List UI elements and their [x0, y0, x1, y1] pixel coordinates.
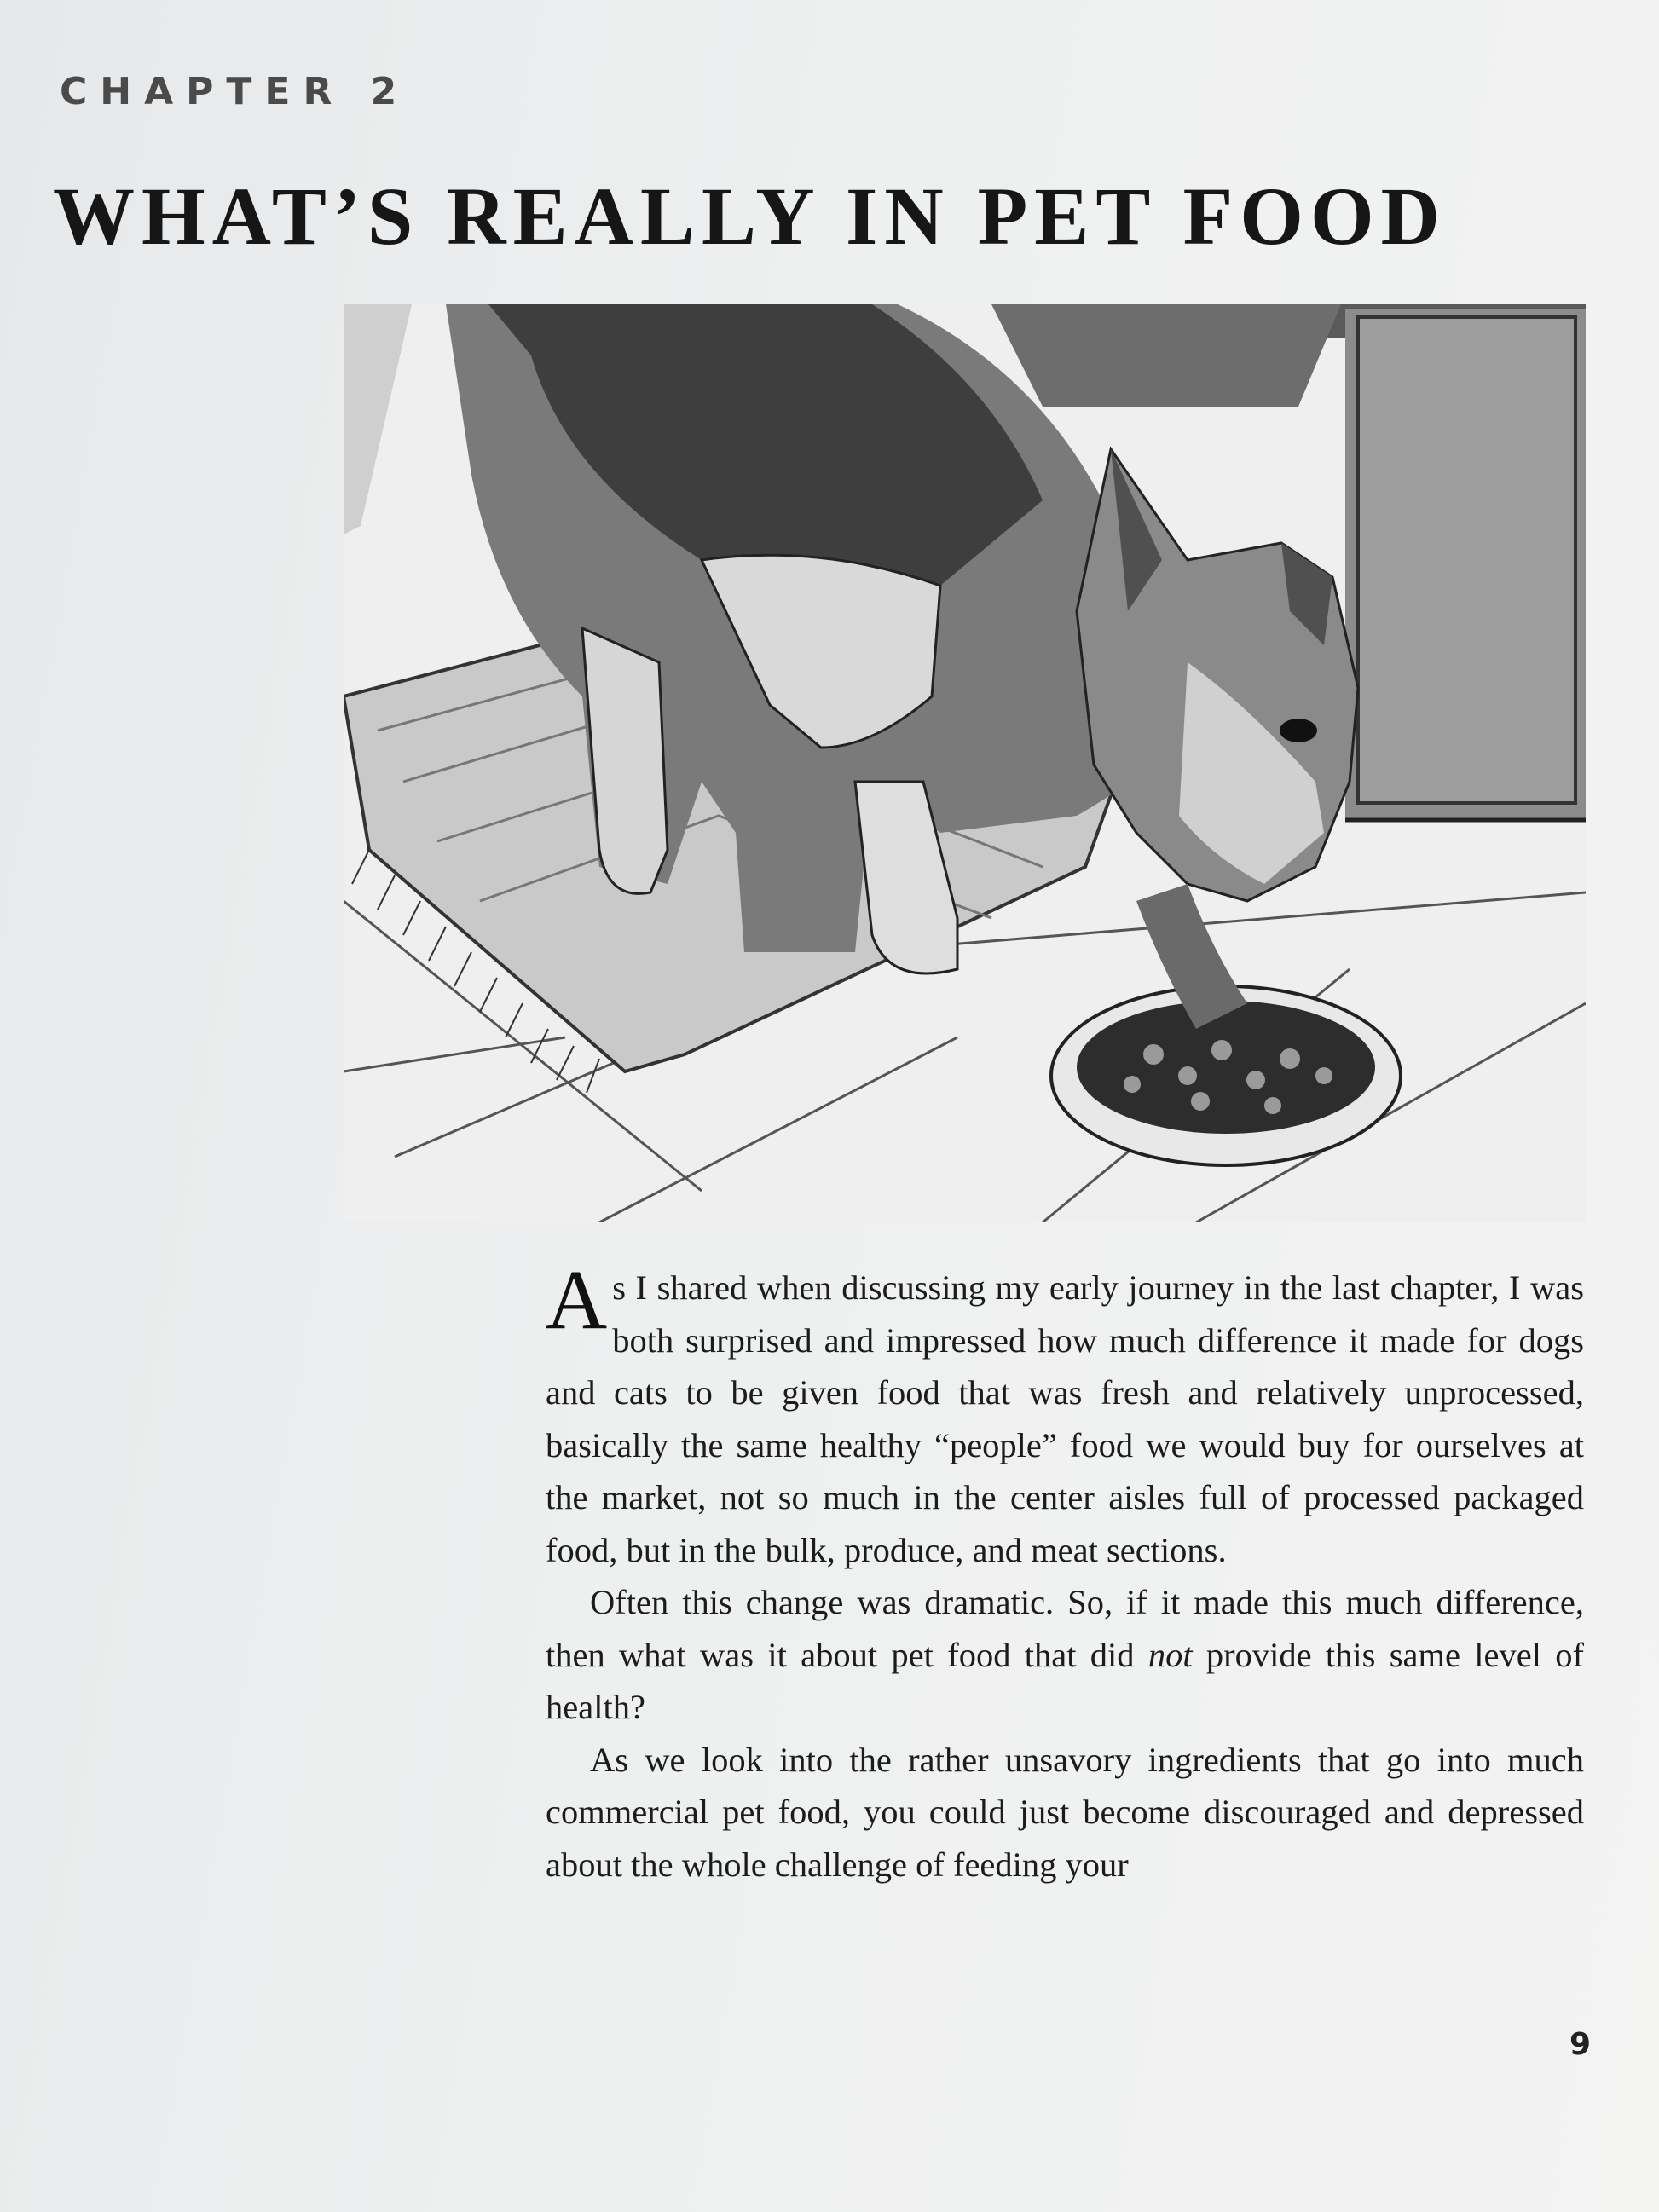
- paragraph-2-text-a: Often this change was dramatic. So, if it made this much difference, then what was it about pet food that did: [546, 1583, 1584, 1674]
- drop-cap: A: [546, 1252, 608, 1347]
- paragraph-2: [546, 1576, 1584, 1734]
- paragraph-2-text-b: provide this same level of health?: [546, 1635, 1585, 1726]
- body-text: [546, 1252, 1585, 1891]
- page-number: 9: [1569, 2027, 1591, 2062]
- chapter-label: CHAPTER 2: [60, 70, 410, 113]
- paragraph-3: As we look into the rather unsavory ingredients that go into much commercial pet food, you could just become discouraged and depressed about the whole challenge of feeding your: [546, 1740, 1584, 1884]
- paragraph-1: [546, 1252, 1584, 1576]
- dog-eating-from-bowl-illustration: [344, 304, 1586, 1222]
- chapter-title: WHAT’S REALLY IN PET FOOD: [53, 170, 1447, 262]
- paragraph-1-text: s I shared when discussing my early journey in the last chapter, I was both surprised and impressed how much difference it made for dogs and cats to be given food that was fresh and relatively unprocessed, basically the same healthy “people” food we would buy for ourselves at the market, not so much in the center aisles full of processed packaged food, but in the bulk, produce, and meat sections.: [546, 1268, 1584, 1569]
- paragraph-2-emphasis: not: [1147, 1635, 1193, 1674]
